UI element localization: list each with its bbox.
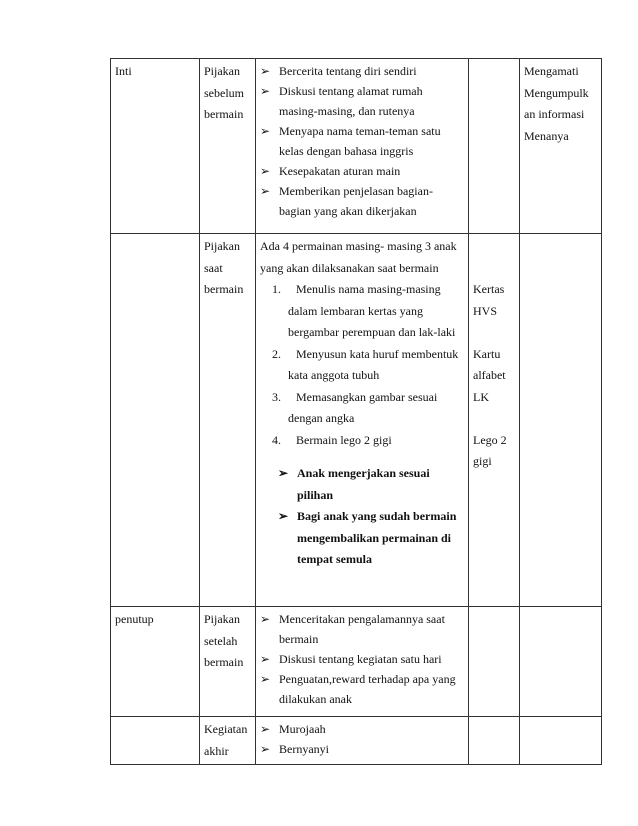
table-row [111, 607, 602, 717]
list-item: ➢ Bercerita tentang diri sendiri [260, 61, 464, 81]
item-number: 3. [272, 389, 281, 404]
phase-cell [111, 717, 200, 765]
phase-cell [111, 234, 200, 607]
bold-list [278, 463, 464, 571]
stage-cell [200, 234, 256, 607]
item-text: Menulis nama masing-masing dalam lembaran kertas yang bergambar perempuan dan lak-laki [288, 282, 456, 339]
media-cell [469, 234, 520, 607]
item-number: 4. [272, 432, 281, 447]
list-item: ➢ Kesepakatan aturan main [260, 161, 464, 181]
assessment-cell [520, 59, 602, 234]
numbered-list [260, 279, 464, 451]
lesson-plan-table [110, 58, 602, 765]
stage-label: Pijakan sebelum bermain [204, 64, 244, 121]
item-number: 1. [272, 282, 281, 296]
activity-list [260, 61, 464, 221]
stage-cell [200, 717, 256, 765]
assessment-text: Mengamati Mengumpulk an informasi Menanya [524, 64, 589, 143]
list-item [272, 344, 464, 387]
stage-label: Pijakan saat bermain [204, 239, 244, 296]
phase-cell: penutup [111, 607, 200, 717]
stage-cell [200, 607, 256, 717]
list-item: ➢ Diskusi tentang kegiatan satu hari [260, 649, 464, 669]
phase-cell: Inti [111, 59, 200, 234]
activity-list [260, 719, 464, 759]
item-text: Bermain lego 2 gigi [296, 432, 392, 447]
list-item [272, 279, 464, 344]
assessment-cell [520, 607, 602, 717]
intro-text: Ada 4 permainan masing- masing 3 anak yang akan dilaksanakan saat bermain [260, 239, 457, 275]
activities-cell [256, 717, 469, 765]
item-text: Menyusun kata huruf membentuk kata anggota tubuh [288, 346, 459, 382]
table-row [111, 717, 602, 765]
stage-label: Pijakan setelah bermain [204, 612, 244, 669]
assessment-cell [520, 234, 602, 607]
media-text: Kertas HVS Kartu alfabet LK Lego 2 gigi [473, 282, 507, 468]
list-item: ➢ Murojaah [260, 719, 464, 739]
activities-cell [256, 59, 469, 234]
list-item: ➢ Anak mengerjakan sesuai pilihan [278, 463, 464, 506]
item-text: Memasangkan gambar sesuai dengan angka [288, 389, 438, 425]
list-item: ➢ Bernyanyi [260, 739, 464, 759]
list-item: ➢ Menyapa nama teman-teman satu kelas dengan bahasa inggris [260, 121, 464, 161]
list-item: ➢ Menceritakan pengalamannya saat bermain [260, 609, 464, 649]
table-row [111, 234, 602, 607]
list-item: ➢ Diskusi tentang alamat rumah masing-masing, dan rutenya [260, 81, 464, 121]
list-item: ➢ Memberikan penjelasan bagian-bagian yang akan dikerjakan [260, 181, 464, 221]
media-cell [469, 717, 520, 765]
media-cell [469, 607, 520, 717]
list-item: ➢ Penguatan,reward terhadap apa yang dilakukan anak [260, 669, 464, 709]
assessment-cell [520, 717, 602, 765]
stage-cell [200, 59, 256, 234]
activities-cell [256, 234, 469, 607]
item-number: 2. [272, 346, 281, 361]
activity-list [260, 609, 464, 709]
list-item [272, 387, 464, 430]
list-item [272, 430, 464, 452]
table-row [111, 59, 602, 234]
stage-label: Kegiatan akhir [204, 722, 248, 758]
list-item: ➢ Bagi anak yang sudah bermain mengembalikan permainan di tempat semula [278, 506, 464, 571]
activities-cell [256, 607, 469, 717]
media-cell [469, 59, 520, 234]
